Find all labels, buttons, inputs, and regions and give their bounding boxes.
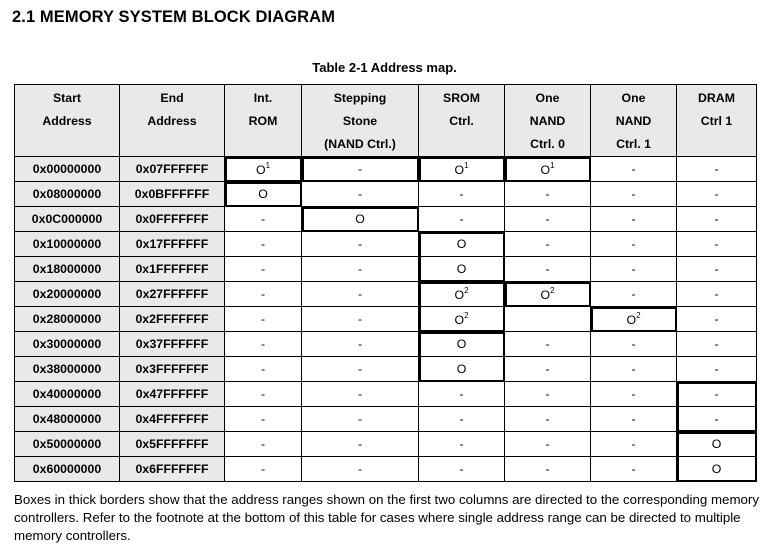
- map-cell: [419, 457, 505, 482]
- header-line: One: [621, 91, 646, 105]
- start-address-cell: 0x60000000: [15, 457, 120, 482]
- map-cell: [505, 332, 591, 357]
- end-address-cell: 0x37FFFFFF: [120, 332, 225, 357]
- footnote-marker: 1: [464, 161, 469, 170]
- end-address-cell: 0x0FFFFFFF: [120, 207, 225, 232]
- map-cell: [591, 207, 677, 232]
- header-row: [15, 85, 757, 157]
- map-cell: [419, 282, 505, 307]
- start-address-cell: 0x20000000: [15, 282, 120, 307]
- cell-mark: -: [545, 337, 550, 351]
- cell-mark: -: [631, 337, 636, 351]
- start-address-cell: 0x30000000: [15, 332, 120, 357]
- cell-mark: $O^2$: [454, 311, 469, 327]
- map-cell: [677, 332, 757, 357]
- map-cell: [419, 407, 505, 432]
- map-cell: [591, 257, 677, 282]
- map-cell: [419, 207, 505, 232]
- cell-mark: -: [357, 312, 363, 326]
- table-row: [15, 432, 757, 457]
- cell-mark: -: [260, 212, 266, 226]
- cell-mark: -: [357, 287, 363, 301]
- map-cell: [225, 407, 302, 432]
- map-cell: [302, 457, 419, 482]
- footnote-marker: 2: [636, 311, 641, 320]
- table-row: [15, 332, 757, 357]
- start-address-cell: 0x28000000: [15, 307, 120, 332]
- map-cell: [677, 182, 757, 207]
- map-cell: [302, 232, 419, 257]
- cell-mark: -: [714, 412, 719, 426]
- cell-mark: $O^1$: [540, 161, 555, 177]
- map-cell: [505, 157, 591, 182]
- map-cell: [677, 307, 757, 332]
- footnote-marker: 1: [550, 161, 555, 170]
- cell-mark: -: [631, 212, 636, 226]
- map-cell: [591, 232, 677, 257]
- map-cell: [302, 207, 419, 232]
- map-cell: [505, 257, 591, 282]
- end-address-cell: 0x0BFFFFFF: [120, 182, 225, 207]
- map-cell: [302, 257, 419, 282]
- start-address-cell: 0x50000000: [15, 432, 120, 457]
- map-cell: [419, 257, 505, 282]
- cell-mark: -: [260, 237, 266, 251]
- map-cell: [419, 232, 505, 257]
- map-cell: [302, 282, 419, 307]
- cell-mark: -: [545, 387, 550, 401]
- header-srom-ctrl: [419, 85, 505, 157]
- header-line: Address: [147, 114, 197, 128]
- map-cell: [591, 332, 677, 357]
- cell-mark: O: [456, 237, 467, 251]
- map-cell: [505, 182, 591, 207]
- cell-mark: -: [459, 437, 464, 451]
- end-address-cell: 0x4FFFFFFF: [120, 407, 225, 432]
- cell-mark: -: [631, 187, 636, 201]
- map-cell: [225, 207, 302, 232]
- cell-mark: -: [631, 437, 636, 451]
- header-nand-ctrl-0: [505, 85, 591, 157]
- map-cell: [505, 457, 591, 482]
- map-cell: [419, 157, 505, 182]
- map-cell: [302, 157, 419, 182]
- cell-mark: O: [711, 437, 722, 451]
- cell-mark: -: [714, 212, 719, 226]
- cell-mark: O: [355, 212, 365, 226]
- map-cell: [677, 432, 757, 457]
- cell-mark: -: [545, 412, 550, 426]
- map-cell: [677, 407, 757, 432]
- start-address-cell: 0x18000000: [15, 257, 120, 282]
- cell-mark: -: [260, 287, 266, 301]
- cell-mark: -: [545, 187, 550, 201]
- table-row: [15, 182, 757, 207]
- header-line: Ctrl 1: [700, 114, 733, 128]
- cell-mark: -: [459, 187, 464, 201]
- map-cell: [591, 357, 677, 382]
- map-cell: [591, 432, 677, 457]
- map-cell: [225, 457, 302, 482]
- end-address-cell: 0x1FFFFFFF: [120, 257, 225, 282]
- header-line: DRAM: [698, 91, 735, 105]
- cell-mark: -: [260, 337, 266, 351]
- map-cell: [302, 382, 419, 407]
- header-line: Ctrl.: [449, 114, 474, 128]
- end-address-cell: 0x27FFFFFF: [120, 282, 225, 307]
- cell-mark: $O^1$: [255, 161, 271, 177]
- cell-mark: -: [545, 262, 550, 276]
- cell-mark: -: [459, 387, 464, 401]
- cell-mark: $O^1$: [454, 161, 469, 177]
- footnote-marker: 2: [464, 311, 469, 320]
- cell-mark: -: [631, 162, 636, 176]
- cell-mark: -: [714, 187, 719, 201]
- header-int-rom: [225, 85, 302, 157]
- map-cell: [677, 357, 757, 382]
- map-cell: [225, 432, 302, 457]
- map-cell: [591, 457, 677, 482]
- header-line: Ctrl. 1: [616, 137, 651, 151]
- map-cell: [225, 232, 302, 257]
- cell-mark: -: [631, 462, 636, 476]
- cell-mark: -: [357, 262, 363, 276]
- end-address-cell: 0x2FFFFFFF: [120, 307, 225, 332]
- cell-mark: -: [631, 362, 636, 376]
- end-address-cell: 0x47FFFFFF: [120, 382, 225, 407]
- start-address-cell: 0x10000000: [15, 232, 120, 257]
- cell-mark: -: [260, 412, 266, 426]
- map-cell: [591, 382, 677, 407]
- map-cell: [677, 382, 757, 407]
- start-address-cell: 0x00000000: [15, 157, 120, 182]
- cell-mark: O: [258, 187, 268, 201]
- cell-mark: -: [714, 162, 719, 176]
- header-line: Address: [42, 114, 92, 128]
- cell-mark: -: [357, 187, 363, 201]
- cell-mark: O: [456, 337, 467, 351]
- start-address-cell: 0x0C000000: [15, 207, 120, 232]
- map-cell: [225, 382, 302, 407]
- map-cell: [419, 382, 505, 407]
- cell-mark: -: [357, 437, 363, 451]
- map-cell: [419, 307, 505, 332]
- cell-mark: -: [459, 412, 464, 426]
- cell-mark: $O^2$: [540, 286, 555, 302]
- table-row: [15, 457, 757, 482]
- header-nand-ctrl-1: [591, 85, 677, 157]
- map-cell: [302, 407, 419, 432]
- end-address-cell: 0x6FFFFFFF: [120, 457, 225, 482]
- cell-mark: -: [714, 262, 719, 276]
- header-line: ROM: [248, 114, 278, 128]
- header-dram-ctrl-1: [677, 85, 757, 157]
- header-line: Stone: [342, 114, 378, 128]
- table-row: [15, 407, 757, 432]
- cell-mark: -: [459, 462, 464, 476]
- cell-mark: -: [260, 462, 266, 476]
- header-stepping-stone: [302, 85, 419, 157]
- header-line: NAND: [615, 114, 652, 128]
- header-line: Stepping: [333, 91, 387, 105]
- cell-mark: -: [714, 362, 719, 376]
- cell-mark: -: [459, 212, 464, 226]
- header-start-address: [15, 85, 120, 157]
- map-cell: [505, 357, 591, 382]
- end-address-cell: 0x3FFFFFFF: [120, 357, 225, 382]
- cell-mark: -: [545, 462, 550, 476]
- map-cell: [505, 432, 591, 457]
- cell-mark: -: [357, 462, 363, 476]
- header-line: NAND: [529, 114, 566, 128]
- map-cell: [419, 182, 505, 207]
- map-cell: [419, 332, 505, 357]
- table-row: [15, 307, 757, 332]
- map-cell: [677, 207, 757, 232]
- cell-mark: -: [545, 437, 550, 451]
- map-cell: [302, 432, 419, 457]
- map-cell: [591, 157, 677, 182]
- footnote-marker: 1: [265, 161, 271, 170]
- header-line: (NAND Ctrl.): [324, 137, 396, 151]
- cell-mark: -: [545, 212, 550, 226]
- map-cell: [419, 357, 505, 382]
- cell-mark: -: [714, 387, 719, 401]
- header-line: SROM: [443, 91, 480, 105]
- cell-mark: -: [631, 412, 636, 426]
- table-row: [15, 357, 757, 382]
- map-cell: [302, 307, 419, 332]
- map-cell: [505, 307, 591, 332]
- cell-mark: $O^2$: [454, 286, 469, 302]
- table-row: [15, 282, 757, 307]
- map-cell: [419, 432, 505, 457]
- cell-mark: -: [260, 262, 266, 276]
- table-row: [15, 207, 757, 232]
- start-address-cell: 0x38000000: [15, 357, 120, 382]
- map-cell: [677, 157, 757, 182]
- end-address-cell: 0x07FFFFFF: [120, 157, 225, 182]
- map-cell: [677, 232, 757, 257]
- map-cell: [302, 182, 419, 207]
- cell-mark: -: [714, 287, 719, 301]
- table-row: [15, 382, 757, 407]
- cell-mark: O: [456, 362, 467, 376]
- cell-mark: -: [357, 162, 363, 176]
- header-line: Int.: [253, 91, 273, 105]
- map-cell: [677, 257, 757, 282]
- cell-mark: O: [711, 462, 722, 476]
- table-footnote: Boxes in thick borders show that the address ranges shown on the first two columns are directed to the corresponding memory controllers. Refer to the footnote at the bottom of this table for cases where single address range can be directed to multiple memory controllers.: [14, 492, 760, 543]
- map-cell: [591, 282, 677, 307]
- cell-mark: -: [357, 237, 363, 251]
- start-address-cell: 0x48000000: [15, 407, 120, 432]
- map-cell: [225, 157, 302, 182]
- address-map-table: [14, 84, 757, 482]
- map-cell: [677, 457, 757, 482]
- map-cell: [505, 382, 591, 407]
- map-cell: [225, 182, 302, 207]
- header-end-address: [120, 85, 225, 157]
- map-cell: [505, 407, 591, 432]
- footnote-marker: 2: [550, 286, 555, 295]
- cell-mark: O: [456, 262, 467, 276]
- cell-mark: -: [260, 437, 266, 451]
- cell-mark: -: [631, 237, 636, 251]
- cell-mark: -: [714, 312, 719, 326]
- cell-mark: -: [357, 387, 363, 401]
- start-address-cell: 0x08000000: [15, 182, 120, 207]
- cell-mark: $O^2$: [626, 311, 641, 327]
- map-cell: [505, 232, 591, 257]
- section-heading: 2.1 MEMORY SYSTEM BLOCK DIAGRAM: [12, 8, 336, 26]
- header-line: End: [160, 91, 184, 105]
- cell-mark: -: [260, 362, 266, 376]
- footnote-marker: 2: [464, 286, 469, 295]
- map-cell: [225, 332, 302, 357]
- cell-mark: -: [631, 387, 636, 401]
- header-line: Ctrl. 0: [530, 137, 565, 151]
- cell-mark: -: [714, 337, 719, 351]
- table-caption: Table 2-1 Address map.: [312, 60, 457, 75]
- end-address-cell: 0x17FFFFFF: [120, 232, 225, 257]
- cell-mark: -: [545, 362, 550, 376]
- table-row: [15, 232, 757, 257]
- map-cell: [505, 207, 591, 232]
- map-cell: [225, 257, 302, 282]
- end-address-cell: 0x5FFFFFFF: [120, 432, 225, 457]
- map-cell: [302, 332, 419, 357]
- map-cell: [677, 282, 757, 307]
- cell-mark: -: [545, 237, 550, 251]
- table-row: [15, 157, 757, 182]
- cell-mark: -: [357, 337, 363, 351]
- cell-mark: -: [357, 412, 363, 426]
- cell-mark: -: [631, 262, 636, 276]
- cell-mark: -: [357, 362, 363, 376]
- map-cell: [225, 307, 302, 332]
- start-address-cell: 0x40000000: [15, 382, 120, 407]
- header-line: One: [535, 91, 560, 105]
- cell-mark: -: [260, 387, 266, 401]
- cell-mark: -: [714, 237, 719, 251]
- header-line: Start: [52, 91, 82, 105]
- cell-mark: -: [631, 287, 636, 301]
- map-cell: [591, 182, 677, 207]
- map-cell: [591, 307, 677, 332]
- map-cell: [225, 357, 302, 382]
- map-cell: [302, 357, 419, 382]
- cell-mark: -: [260, 312, 266, 326]
- table-row: [15, 257, 757, 282]
- map-cell: [591, 407, 677, 432]
- map-cell: [225, 282, 302, 307]
- map-cell: [505, 282, 591, 307]
